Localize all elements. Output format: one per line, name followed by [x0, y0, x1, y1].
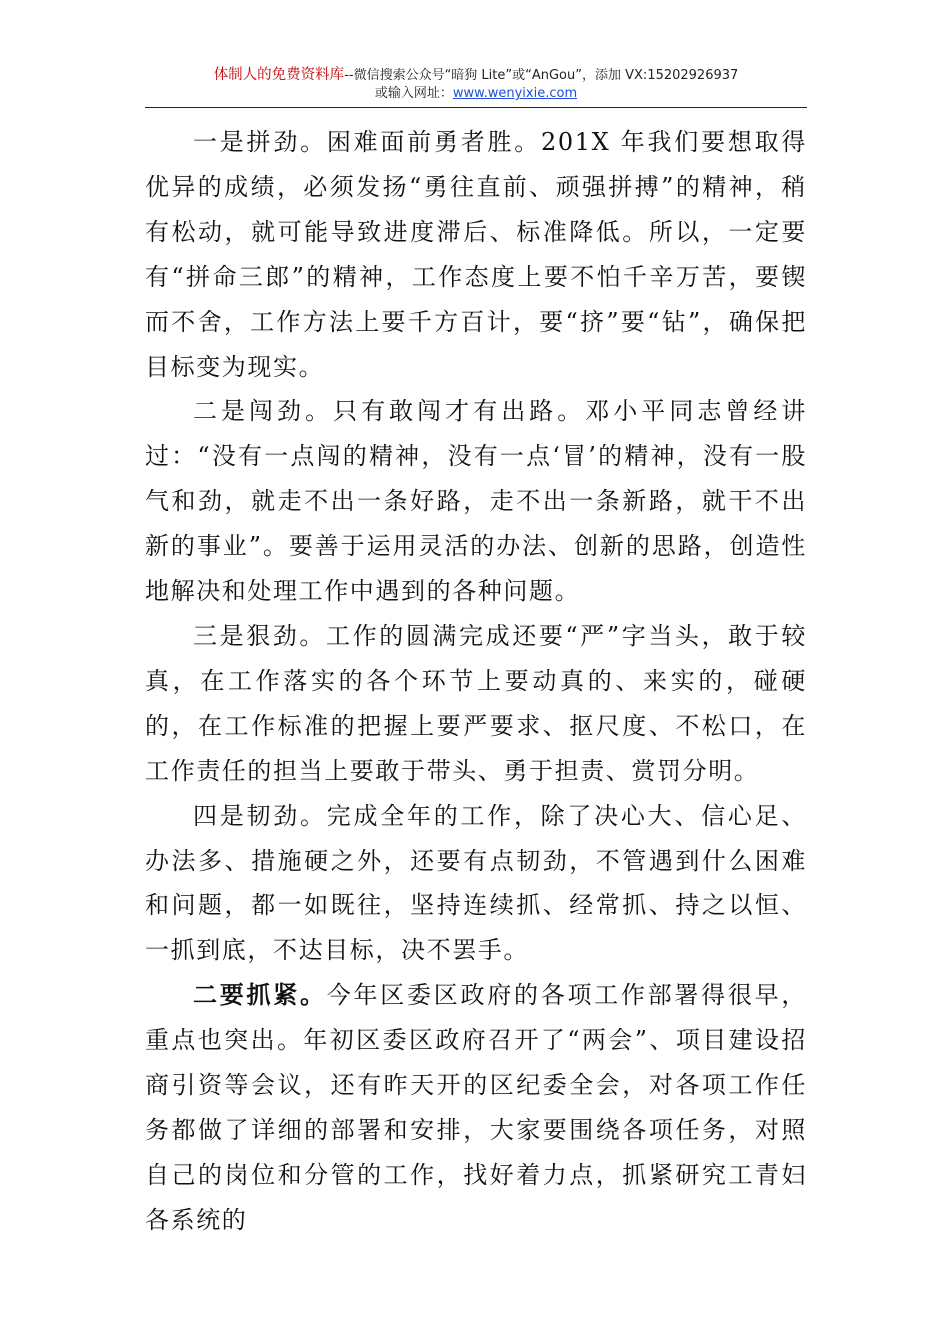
header-divider	[145, 107, 807, 108]
document-body	[145, 120, 807, 1243]
header-url-link[interactable]: www.wenyixie.com	[452, 86, 578, 101]
header-url-prefix: 或输入网址：	[374, 86, 453, 101]
paragraph	[145, 389, 807, 614]
header-promo: --微信搜索公众号“暗狗 Lite”或“AnGou”，添加 VX:15202926937	[344, 68, 739, 83]
paragraph-lead: 二要抓紧。	[193, 980, 327, 1010]
paragraph-text: 一是拼劲。困难面前勇者胜。201X 年我们要想取得优异的成绩，必须发扬“勇往直前、顽强拼搏”的精神，稍有松动，就可能导致进度滞后、标准降低。所以，一定要有“拼命三郎”的精神，工作态度上要不怕千辛万苦，要锲而不舍，工作方法上要千方百计，要“挤”要“钻”，确保把目标变为现实。	[145, 128, 807, 381]
header-brand: 体制人的免费资料库	[213, 67, 345, 83]
paragraph	[145, 614, 807, 794]
paragraph	[145, 794, 807, 974]
header-url-line	[145, 85, 807, 103]
paragraph-text: 今年区委区政府的各项工作部署得很早，重点也突出。年初区委区政府召开了“两会”、项目建设招商引资等会议，还有昨天开的区纪委全会，对各项工作任务都做了详细的部署和安排，大家要围绕各项任务，对照自己的岗位和分管的工作，找好着力点，抓紧研究工青妇各系统的	[145, 981, 807, 1234]
header-promo-line	[145, 66, 807, 85]
paragraph	[145, 973, 807, 1242]
paragraph-text: 三是狠劲。工作的圆满完成还要“严”字当头，敢于较真，在工作落实的各个环节上要动真的、来实的，碰硬的，在工作标准的把握上要严要求、抠尺度、不松口，在工作责任的担当上要敢于带头、勇于担责、赏罚分明。	[145, 621, 807, 785]
paragraph	[145, 120, 807, 389]
paragraph-text: 四是韧劲。完成全年的工作，除了决心大、信心足、办法多、措施硬之外，还要有点韧劲，不管遇到什么困难和问题，都一如既往，坚持连续抓、经常抓、持之以恒、一抓到底，不达目标，决不罢手。	[145, 801, 807, 965]
paragraph-text: 二是闯劲。只有敢闯才有出路。邓小平同志曾经讲过：“没有一点闯的精神，没有一点‘冒’的精神，没有一股气和劲，就走不出一条好路，走不出一条新路，就干不出新的事业”。要善于运用灵活的办法、创新的思路，创造性地解决和处理工作中遇到的各种问题。	[145, 397, 807, 606]
page-header	[145, 66, 807, 103]
